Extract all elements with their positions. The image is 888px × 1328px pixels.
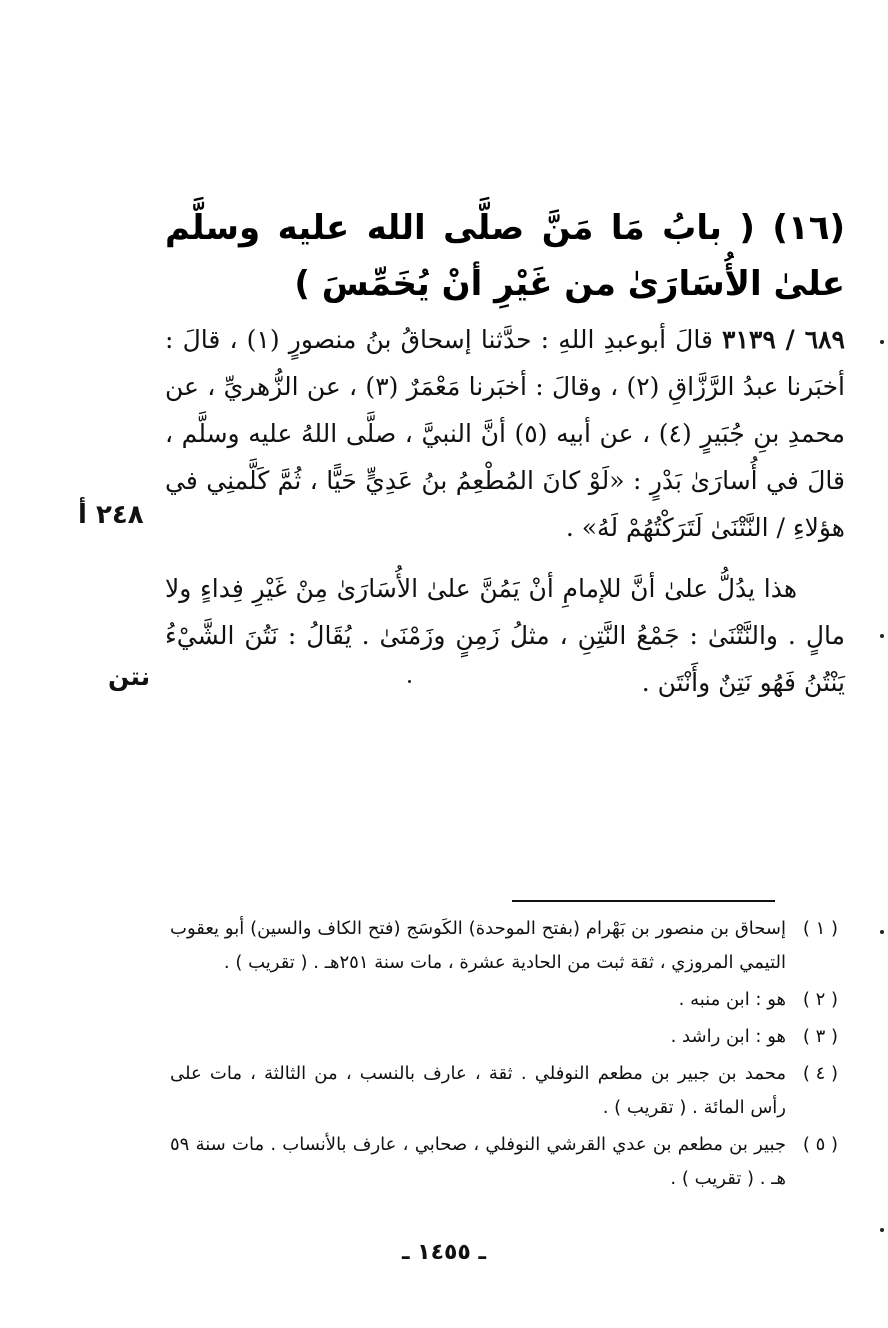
footnote-number: ( ٤ ): [802, 1063, 838, 1084]
footnote-item: [170, 912, 838, 980]
hadith-number: ٦٨٩ / ٣١٣٩: [722, 325, 845, 354]
footnotes-list: [170, 912, 838, 1199]
footnote-number: ( ٥ ): [802, 1134, 838, 1155]
footnote-item: [170, 983, 838, 1017]
commentary-block: [165, 565, 845, 706]
footnote-text: إسحاق بن منصور بن بَهْرام (بفتح الموحدة) الكَوسَج (فتح الكاف والسين) أبو يعقوب التيمي المروزي ، ثقة ثبت من الحادية عشرة ، مات سنة ٢٥١هـ . ( تقريب ) .: [170, 918, 786, 973]
footnote-item: [170, 1057, 838, 1125]
footnote-item: [170, 1020, 838, 1054]
margin-word-root: نتن: [108, 662, 151, 691]
footnote-item: [170, 1128, 838, 1196]
hadith-text: قالَ أبوعبدِ اللهِ : حدَّثنا إسحاقُ بنُ منصورٍ (١) ، قالَ : أخبَرنا عبدُ الرَّزَّاقِ (٢) ، وقالَ : أخبَرنا مَعْمَرٌ (٣) ، عن الزُّهريِّ ، عن محمدِ بنِ جُبَيرٍ (٤) ، عن أبيه (٥) أنَّ النبيَّ ، صلَّى اللهُ عليه وسلَّم ، قالَ في أُسارَىٰ بَدْرٍ : «لَوْ كانَ المُطْعِمُ بنُ عَدِيٍّ حَيًّا ، ثُمَّ كَلَّمنِي في هؤلاءِ / النَّتْنَىٰ لَتَرَكْتُهُمْ لَهُ» .: [165, 325, 846, 542]
footnote-separator: [512, 900, 775, 902]
footnote-text: هو : ابن راشد .: [670, 1026, 786, 1047]
page-number: ـ ١٤٥٥ ـ: [401, 1240, 487, 1265]
chapter-heading: (١٦) ( بابُ مَا مَنَّ صلَّى الله عليه وسلَّم علىٰ الأُسَارَىٰ من غَيْرِ أنْ يُخَمِّسَ ): [165, 208, 845, 304]
hadith-block: [165, 316, 845, 551]
scan-speck: [880, 340, 884, 344]
footnote-text: هو : ابن منبه .: [678, 989, 786, 1010]
footnote-text: جبير بن مطعم بن عدي القرشي النوفلي ، صحابي ، عارف بالأنساب . مات سنة ٥٩ هـ . ( تقريب ) .: [170, 1134, 786, 1189]
scan-speck: [880, 930, 884, 934]
margin-folio-reference: ٢٤٨ أ: [78, 500, 144, 530]
scan-speck: [880, 634, 884, 638]
footnote-text: محمد بن جبير بن مطعم النوفلي . ثقة ، عارف بالنسب ، من الثالثة ، مات على رأس المائة . ( تقريب ) .: [170, 1063, 786, 1118]
commentary-text: هذا يدُلُّ علىٰ أنَّ للإمامِ أنْ يَمُنَّ علىٰ الأُسَارَىٰ مِنْ غَيْرِ فِداءٍ ولا مالٍ . والنَّتْنَىٰ : جَمْعُ النَّتِنِ ، مثلُ زَمِنٍ وزَمْنَىٰ . يُقَالُ : نَتُنَ الشَّيْءُ يَنْتُنُ فَهُو نَتِنٌ وأَنْتَن .: [165, 574, 845, 697]
footnote-number: ( ٢ ): [802, 989, 838, 1010]
scan-speck: [880, 1228, 884, 1232]
footnote-number: ( ١ ): [802, 918, 838, 939]
footnote-number: ( ٣ ): [802, 1026, 838, 1047]
scan-speck: [408, 680, 411, 683]
